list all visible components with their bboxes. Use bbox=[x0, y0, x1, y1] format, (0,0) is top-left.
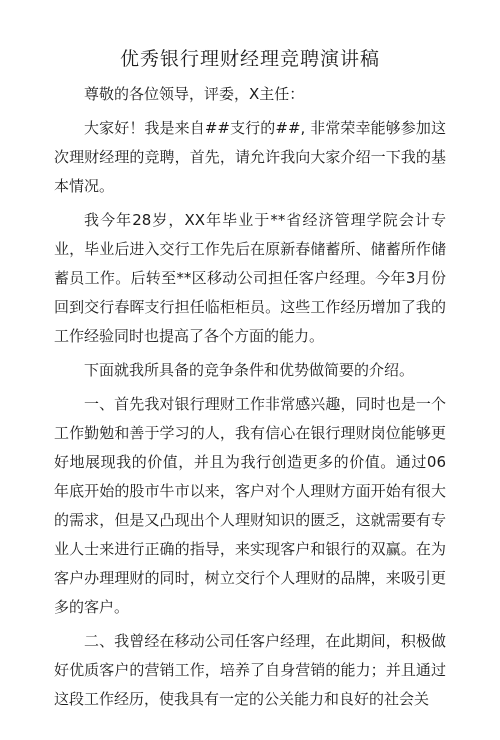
paragraph-point-one: 一、首先我对银行理财工作非常感兴趣，同时也是一个工作勤勉和善于学习的人，我有信心在银行理财岗位能够更好地展现我的价值，并且为我行创造更多的价值。通过06年底开始的股市牛市以来，客户对个人理财方面开始有很大的需求，但是又凸现出个人理财知识的匮乏，这就需要有专业人士来进行正确的指导，来实现客户和银行的双赢。在为客户办理理财的同时，树立交行个人理财的品牌，来吸引更多的客户。 bbox=[54, 395, 446, 616]
paragraph-greeting: 大家好！我是来自##支行的##, 非常荣幸能够参加这次理财经理的竞聘，首先，请允许我向大家介绍一下我的基本情况。 bbox=[54, 119, 446, 195]
paragraph-point-two: 二、我曾经在移动公司任客户经理，在此期间，积极做好优质客户的营销工作，培养了自身营销的能力；并且通过这段工作经历，使我具有一定的公关能力和良好的社会关 bbox=[54, 632, 446, 708]
paragraph-intro: 下面就我所具备的竞争条件和优势做简要的介绍。 bbox=[84, 361, 415, 379]
document-title: 优秀银行理财经理竞聘演讲稿 bbox=[119, 48, 380, 70]
paragraph-background: 我今年28岁，XX年毕业于**省经济管理学院会计专业，毕业后进入交行工作先后在原新春储蓄所、储蓄所作储蓄员工作。后转至**区移动公司担任客户经理。今年3月份回到交行春晖支行担任临柜柜员。这些工作经历增加了我的工作经验同时也提高了各个方面的能力。 bbox=[54, 211, 446, 345]
salutation: 尊敬的各位领导，评委，X主任： bbox=[84, 85, 305, 103]
document-body bbox=[54, 80, 446, 719]
